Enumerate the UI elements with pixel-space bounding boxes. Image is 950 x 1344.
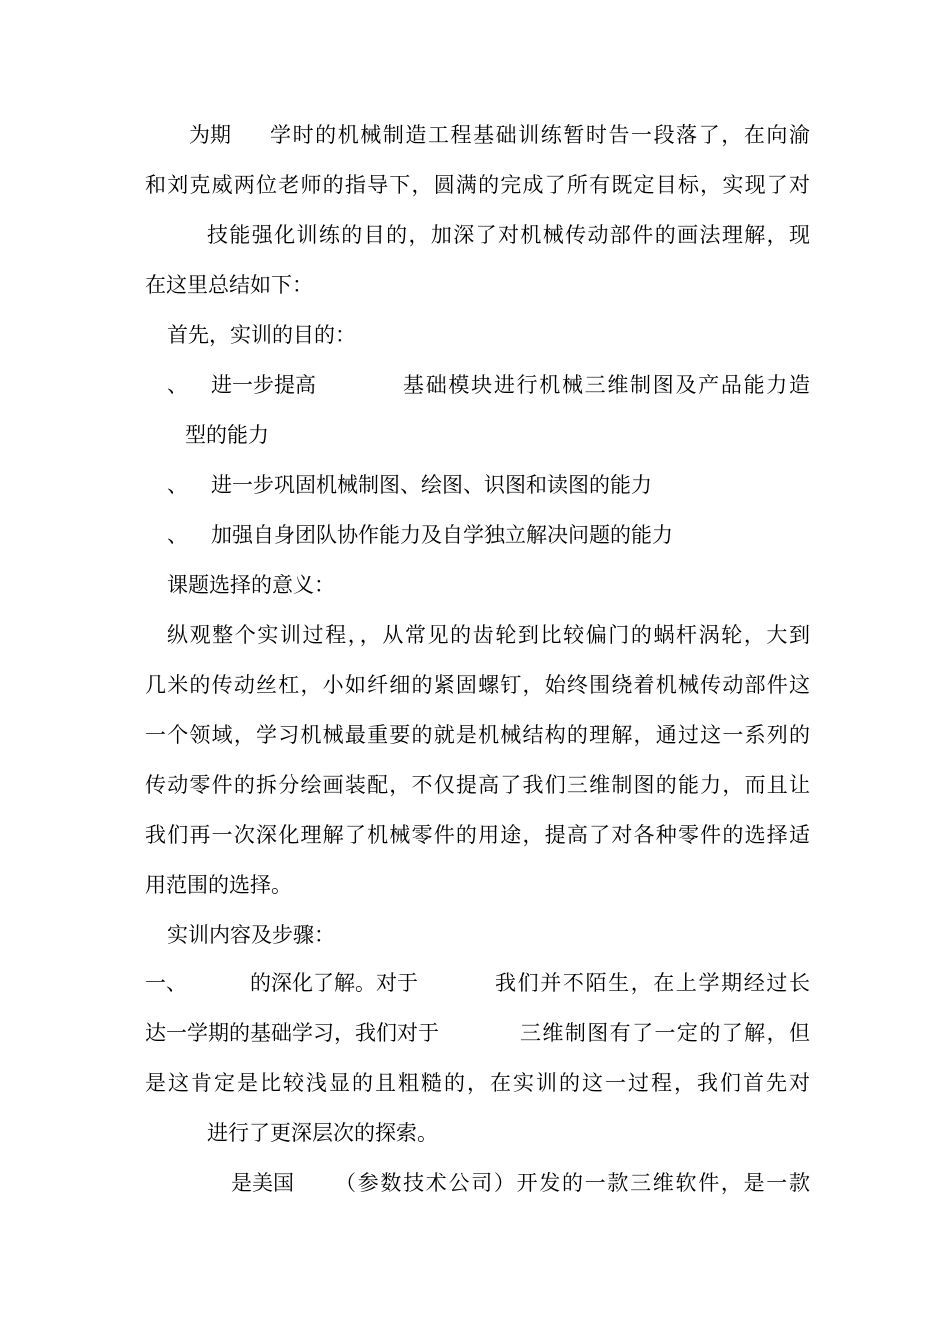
paragraph-line [145,1168,810,1198]
list-item-continuation [145,420,810,450]
paragraph-line [145,170,810,200]
text-segment: 用范围的选择。 [145,873,292,897]
paragraph-line [145,1118,810,1148]
text-segment: 几米的传动丝杠，小如纤细的紧固螺钉，始终围绕着机械传动部件这 [145,673,810,697]
text-segment: 在这里总结如下： [145,273,313,297]
section-heading [145,570,810,600]
list-item [145,470,810,500]
text-segment: 型的能力 [185,423,269,447]
text-segment: 一个领域，学习机械最重要的就是机械结构的理解，通过这一系列的 [145,723,810,747]
paragraph-line [145,120,810,150]
list-marker: 、 [167,523,188,547]
text-segment: 学时的机械制造工程基础训练暂时告一段落了，在向渝 [270,123,810,147]
list-marker: 、 [167,373,188,397]
text-segment: 基础模块进行机械三维制图及产品能力造 [403,373,810,397]
text-segment: 纵观整个实训过程，，从常见的齿轮到比较偏门的蜗杆涡轮，大到 [167,623,810,647]
paragraph-line [145,820,810,850]
text-segment: 传动零件的拆分绘画装配，不仅提高了我们三维制图的能力，而且让 [145,773,810,797]
paragraph-line [145,670,810,700]
text-segment: 达一学期的基础学习，我们对于 [145,1021,439,1045]
section-heading [145,320,810,350]
text-segment: 技能强化训练的目的，加深了对机械传动部件的画法理解，现 [207,223,810,247]
paragraph-line [145,870,810,900]
paragraph-line [145,220,810,250]
paragraph-line [145,1018,810,1048]
text-segment: 为期 [189,123,231,147]
section-heading [145,920,810,950]
paragraph-line [145,968,810,998]
paragraph-line [145,770,810,800]
paragraph-line [145,720,810,750]
text-segment: 课题选择的意义： [167,573,335,597]
text-segment: 进一步巩固机械制图、绘图、识图和读图的能力 [211,473,652,497]
text-segment: 进行了更深层次的探索。 [207,1121,438,1145]
text-segment: 进一步提高 [211,373,316,397]
list-marker: 、 [167,473,188,497]
list-marker: 一、 [145,971,187,995]
text-segment: 是美国 [231,1171,294,1195]
text-segment: 我们并不陌生，在上学期经过长 [495,971,810,995]
text-segment: 三维制图有了一定的了解，但 [520,1021,810,1045]
paragraph-line [145,1068,810,1098]
text-segment: 的深化了解。对于 [250,971,418,995]
paragraph-line [145,270,810,300]
list-item [145,520,810,550]
list-item [145,370,810,400]
text-segment: 和刘克威两位老师的指导下，圆满的完成了所有既定目标，实现了对 [145,173,810,197]
text-segment: 我们再一次深化理解了机械零件的用途，提高了对各种零件的选择适 [145,823,810,847]
paragraph-line [145,620,810,650]
text-segment: 实训内容及步骤： [167,923,335,947]
text-segment: （参数技术公司）开发的一款三维软件，是一款 [335,1171,810,1195]
text-segment: 加强自身团队协作能力及自学独立解决问题的能力 [211,523,673,547]
text-segment: 首先，实训的目的： [167,323,356,347]
text-segment: 是这肯定是比较浅显的且粗糙的，在实训的这一过程，我们首先对 [145,1071,810,1095]
